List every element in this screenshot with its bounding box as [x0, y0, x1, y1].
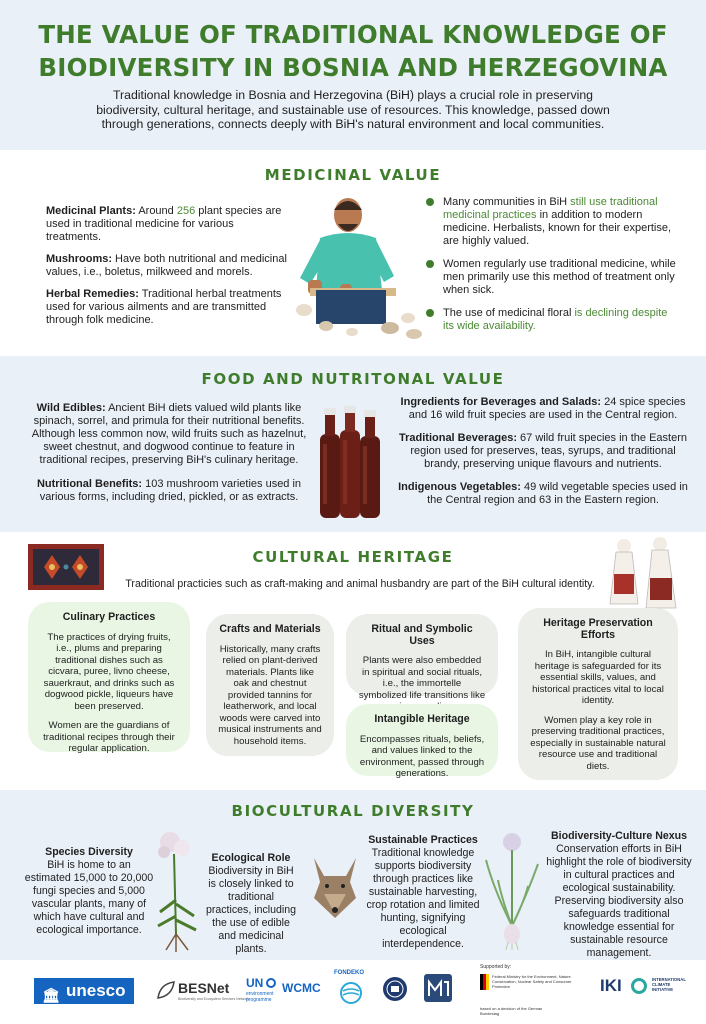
- vegetables-item: Indigenous Vegetables: 49 wild vegetable species used in the Central region and 63 in the Eastern region.: [398, 481, 688, 506]
- cultural-title: CULTURAL HERITAGE: [252, 548, 454, 566]
- intangible-heritage-card: [346, 704, 498, 779]
- medicinal-title: MEDICINAL VALUE: [264, 166, 442, 184]
- jackal-illustration: [308, 854, 362, 920]
- heritage-preservation-card: [518, 608, 678, 780]
- block-text: BiH is home to an estimated 15,000 to 20,000 fungi species and 5,000 vascular plants, many of which have cultural and ecological importance.: [24, 859, 154, 936]
- biocultural-title: BIOCULTURAL DIVERSITY: [231, 802, 475, 820]
- card-text: Plants were also embedded in spiritual and social rituals, i.e., the immortelle symbolized life transitions like: [358, 655, 486, 701]
- partner-logos: [0, 960, 706, 1024]
- ingredients-item: Ingredients for Beverages and Salads: 24 spice species and 16 wild fruit species are used in the Central region.: [400, 396, 686, 421]
- intro-text: Traditional knowledge in Bosnia and Herzegovina (BiH) plays a crucial role in preserving biodiversity, cultural heritage, and sustainable use of resources. This knowledge, passed down through generations, connects deeply with BiH's natural environment and local communities.: [96, 88, 610, 131]
- besnet-leaf-icon: [156, 980, 176, 1000]
- header-section: [0, 0, 706, 150]
- bullet-dot: [426, 309, 434, 317]
- card-text: Encompasses rituals, beliefs, and values linked to the environment, passed through generations.: [359, 733, 485, 779]
- mushrooms-item: Mushrooms: Have both nutritional and medicinal values, i.e., boletus, milkweed and morels.: [46, 253, 287, 278]
- block-text: Biodiversity in BiH is closely linked to traditional practices, including the use of edible and medicinal plants.: [205, 865, 297, 955]
- card-title: Crafts and Materials: [219, 623, 321, 635]
- medicinal-left-text: [46, 205, 291, 336]
- cultural-section: [0, 534, 706, 788]
- institute-logo: [424, 974, 452, 1002]
- medicinal-bullet-1: Many communities in BiH still use traditional medicinal practices in addition to modern medicine. Herbalists, known for their expertise, are highly valued.: [426, 196, 676, 248]
- bullet-dot: [426, 198, 434, 206]
- block-title: Biodiversity-Culture Nexus: [551, 830, 687, 842]
- card-title: Heritage Preservation Efforts: [543, 617, 653, 641]
- german-eagle-icon: [480, 974, 490, 990]
- food-left-text: [24, 402, 314, 515]
- beverages-item: Traditional Beverages: 67 wild fruit species in the Eastern region used for preserves, teas, syrups, and traditional brandy, preserving unique flavours and nutrients.: [399, 432, 687, 470]
- medicinal-section: [0, 152, 706, 354]
- unep-logo: UN environment programme: [246, 976, 280, 1008]
- title-line-2: BIODIVERSITY IN BOSNIA AND HERZEGOVINA: [38, 53, 668, 82]
- culinary-practices-card: [28, 602, 190, 752]
- food-section: [0, 356, 706, 532]
- medicinal-plants-item: Medicinal Plants: Around 256 plant species are used in traditional medicine for various treatments.: [46, 205, 282, 243]
- herbalist-illustration: [290, 180, 430, 345]
- traditional-women-illustration: [598, 534, 686, 614]
- block-text: Traditional knowledge supports biodiversity through practices like sustainable harvesting, crop rotation and limited hunting, signifying ecological interdependence.: [366, 847, 480, 950]
- wcmc-logo: WCMC: [282, 981, 321, 995]
- card-title: Ritual and Symbolic Uses: [371, 623, 473, 647]
- garlic-plant-illustration: [478, 830, 546, 950]
- wild-edibles-item: Wild Edibles: Ancient BiH diets valued wild plants like spinach, sorrel, and primula for their nutritional benefits. Although less common now, wild fruits such as hazelnut, sweet chestnut, and dogwood continue to feature in traditional recipes, preserving BiH's culinary heritage.: [31, 402, 307, 466]
- ecological-role-block: [204, 852, 298, 956]
- iki-logo: IKI INTERNATIONAL CLIMATE INITIATIVE: [600, 976, 686, 995]
- block-title: Ecological Role: [211, 852, 291, 864]
- card-title: Culinary Practices: [62, 611, 156, 623]
- block-title: Sustainable Practices: [368, 834, 478, 846]
- card-text: The practices of drying fruits, i.e., plums and preparing traditional dishes such as cicvara, puree, livno cheese, sauerkraut, and drinks such as dogwood pickle, liqueurs have been preserved.: [43, 631, 175, 712]
- food-right-text: [392, 396, 694, 517]
- besnet-logo: BESNet Biodiversity and Ecosystem Services Network: [156, 978, 236, 1006]
- title-line-1: THE VALUE OF TRADITIONAL KNOWLEDGE OF: [38, 20, 668, 49]
- food-title: FOOD AND NUTRITONAL VALUE: [201, 370, 505, 388]
- biocultural-section: [0, 790, 706, 960]
- unesco-temple-icon: 🏛: [42, 987, 60, 1003]
- card-text: Women play a key role in preserving traditional practices, especially in sustainable natural resource use and traditional diets.: [530, 714, 666, 772]
- iki-circle-icon: [631, 978, 647, 994]
- block-title: Species Diversity: [45, 846, 133, 858]
- block-text: Conservation efforts in BiH highlight the role of biodiversity in cultural practices and ecological sustainability. Preserving biodiversity also safeguards traditional knowledge essential for sustainable resource management.: [546, 843, 692, 959]
- fondeko-logo: FONDEKO: [334, 970, 368, 1010]
- biodiversity-culture-nexus-block: [546, 830, 692, 960]
- card-text: Historically, many crafts relied on plant-derived materials. Plants like oak and chestnut provided tannins for leatherwork, and local woods were carved into musical instruments and household items.: [218, 643, 322, 747]
- page-title: [0, 18, 706, 84]
- medicinal-bullets: [426, 196, 676, 343]
- ritual-symbolic-card: [346, 614, 498, 701]
- nutritional-benefits-item: Nutritional Benefits: 103 mushroom varieties used in various forms, including dried, pickled, or as extracts.: [36, 478, 302, 503]
- cultural-subtitle: Traditional practicies such as craft-making and animal husbandry are part of the BiH cultural identity.: [125, 578, 595, 590]
- medicinal-bullet-3: The use of medicinal floral is declining despite its wide availability.: [426, 307, 676, 333]
- bullet-dot: [426, 260, 434, 268]
- card-text: Women are the guardians of traditional recipes through their regular application.: [43, 720, 175, 754]
- fondeko-waves-icon: [338, 982, 364, 1004]
- herbal-remedies-item: Herbal Remedies: Traditional herbal treatments used for various ailments and are transmitted through folk medicine.: [46, 288, 282, 326]
- flower-plant-illustration: [148, 830, 206, 954]
- unep-globe-icon: [266, 978, 276, 988]
- government-seal-logo: [382, 976, 408, 1002]
- sustainable-practices-block: [364, 834, 482, 951]
- crafts-materials-card: [206, 614, 334, 756]
- bmuv-logo: Supported by: Federal Ministry for the Environment, Nature Conservation, Nuclear Safety and Consumer Protection based on a decision of the German Bundestag: [480, 964, 572, 1016]
- bottles-illustration: [314, 404, 386, 522]
- card-text: In BiH, intangible cultural heritage is safeguarded for its essential skills, values, and historical practices vital to local identity.: [532, 649, 664, 706]
- medicinal-bullet-2: Women regularly use traditional medicine, while men primarily use this method of treatment only when sick.: [426, 258, 676, 297]
- species-diversity-block: [24, 846, 154, 937]
- card-title: Intangible Heritage: [374, 713, 470, 725]
- unesco-logo: 🏛 unesco: [34, 978, 134, 1004]
